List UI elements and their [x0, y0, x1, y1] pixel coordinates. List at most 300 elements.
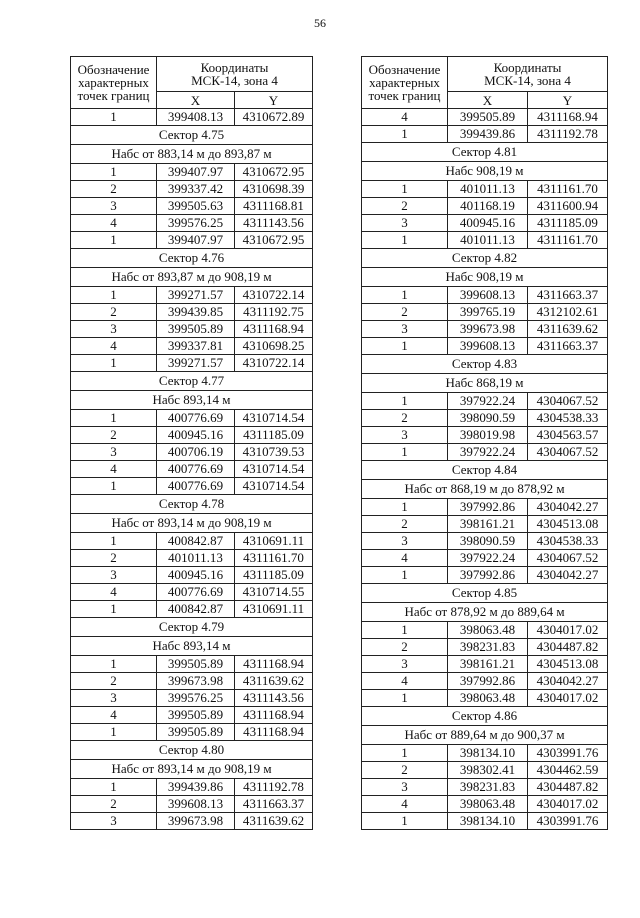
y-coordinate-cell: 4311639.62 [235, 813, 313, 830]
y-coordinate-cell: 4304538.33 [528, 533, 608, 550]
coordinates-table-left [70, 56, 313, 830]
x-coordinate-cell: 400776.69 [157, 584, 235, 601]
x-coordinate-cell: 399576.25 [157, 690, 235, 707]
y-coordinate-cell: 4310722.14 [235, 355, 313, 372]
table-row [71, 656, 313, 673]
y-coordinate-cell: 4304017.02 [528, 622, 608, 639]
table-row [71, 410, 313, 427]
y-coordinate-cell: 4311161.70 [528, 232, 608, 249]
coordinates-table-right [361, 56, 608, 830]
table-row [71, 215, 313, 232]
y-coordinate-cell: 4310714.54 [235, 410, 313, 427]
x-coordinate-cell: 399271.57 [157, 355, 235, 372]
table-row [362, 516, 608, 533]
x-coordinate-cell: 399439.86 [157, 779, 235, 796]
x-coordinate-cell: 399439.85 [157, 304, 235, 321]
point-number-cell: 1 [71, 724, 157, 741]
table-row [71, 427, 313, 444]
point-number-cell: 1 [362, 813, 448, 830]
table-row [362, 215, 608, 232]
table-row [71, 355, 313, 372]
y-coordinate-cell: 4311168.94 [235, 321, 313, 338]
y-coordinate-cell: 4311192.78 [528, 126, 608, 143]
y-coordinate-cell: 4304042.27 [528, 673, 608, 690]
x-coordinate-cell: 399271.57 [157, 287, 235, 304]
point-number-cell: 3 [71, 444, 157, 461]
table-row [362, 639, 608, 656]
point-number-cell: 4 [362, 109, 448, 126]
y-coordinate-cell: 4310714.55 [235, 584, 313, 601]
table-row [71, 724, 313, 741]
point-number-cell: 4 [71, 584, 157, 601]
y-coordinate-cell: 4311168.81 [235, 198, 313, 215]
table-row [71, 601, 313, 618]
point-number-cell: 1 [362, 690, 448, 707]
x-coordinate-cell: 399407.97 [157, 232, 235, 249]
x-coordinate-cell: 399408.13 [157, 109, 235, 126]
section-heading: Сектор 4.85 [362, 584, 608, 603]
section-heading: Сектор 4.79 [71, 618, 313, 637]
table-row [71, 478, 313, 495]
section-heading: Набс 893,14 м [71, 637, 313, 656]
y-coordinate-cell: 4304513.08 [528, 656, 608, 673]
section-heading: Набс от 883,14 м до 893,87 м [71, 145, 313, 164]
x-coordinate-cell: 399505.89 [157, 724, 235, 741]
section-heading-row [362, 374, 608, 393]
point-number-cell: 1 [71, 164, 157, 181]
point-number-cell: 2 [362, 516, 448, 533]
section-heading-row [71, 618, 313, 637]
y-coordinate-cell: 4304538.33 [528, 410, 608, 427]
x-coordinate-cell: 398063.48 [448, 622, 528, 639]
x-coordinate-cell: 398161.21 [448, 516, 528, 533]
section-heading: Набс 868,19 м [362, 374, 608, 393]
x-coordinate-cell: 399337.81 [157, 338, 235, 355]
x-coordinate-cell: 400776.69 [157, 478, 235, 495]
y-coordinate-cell: 4304042.27 [528, 499, 608, 516]
y-coordinate-cell: 4310672.95 [235, 164, 313, 181]
point-number-cell: 1 [71, 601, 157, 618]
x-coordinate-cell: 398019.98 [448, 427, 528, 444]
section-heading-row [362, 480, 608, 499]
table-row [362, 533, 608, 550]
table-row [71, 164, 313, 181]
point-number-cell: 3 [362, 656, 448, 673]
header-line: Координаты [200, 60, 269, 75]
x-column-header: X [448, 92, 528, 109]
point-designation-header [362, 57, 448, 109]
section-heading-row [71, 268, 313, 287]
point-number-cell: 2 [71, 427, 157, 444]
table-row [362, 232, 608, 249]
point-number-cell: 1 [71, 232, 157, 249]
table-row [71, 444, 313, 461]
y-coordinate-cell: 4310739.53 [235, 444, 313, 461]
table-row [71, 198, 313, 215]
table-row [71, 321, 313, 338]
point-number-cell: 1 [362, 567, 448, 584]
x-coordinate-cell: 400842.87 [157, 601, 235, 618]
point-number-cell: 3 [71, 813, 157, 830]
point-number-cell: 1 [71, 287, 157, 304]
x-coordinate-cell: 399439.86 [448, 126, 528, 143]
y-coordinate-cell: 4310672.95 [235, 232, 313, 249]
point-number-cell: 2 [362, 639, 448, 656]
table-row [362, 779, 608, 796]
y-coordinate-cell: 4304513.08 [528, 516, 608, 533]
header-line: Обозначение [77, 62, 150, 77]
y-coordinate-cell: 4310691.11 [235, 601, 313, 618]
y-coordinate-cell: 4310714.54 [235, 461, 313, 478]
table-row [362, 321, 608, 338]
section-heading: Сектор 4.82 [362, 249, 608, 268]
x-coordinate-cell: 399337.42 [157, 181, 235, 198]
x-coordinate-cell: 398161.21 [448, 656, 528, 673]
section-heading-row [362, 603, 608, 622]
x-coordinate-cell: 397992.86 [448, 499, 528, 516]
y-coordinate-cell: 4311168.94 [235, 724, 313, 741]
point-number-cell: 1 [71, 656, 157, 673]
table-row [362, 287, 608, 304]
table-row [362, 550, 608, 567]
x-coordinate-cell: 397922.24 [448, 444, 528, 461]
point-number-cell: 2 [362, 410, 448, 427]
x-coordinate-cell: 398090.59 [448, 410, 528, 427]
y-coordinate-cell: 4304067.52 [528, 444, 608, 461]
section-heading: Набс от 868,19 м до 878,92 м [362, 480, 608, 499]
table-row [362, 181, 608, 198]
point-number-cell: 1 [362, 745, 448, 762]
y-coordinate-cell: 4303991.76 [528, 745, 608, 762]
section-heading: Сектор 4.83 [362, 355, 608, 374]
x-coordinate-cell: 400776.69 [157, 410, 235, 427]
x-coordinate-cell: 397992.86 [448, 567, 528, 584]
point-number-cell: 1 [71, 410, 157, 427]
y-coordinate-cell: 4304017.02 [528, 690, 608, 707]
section-heading: Сектор 4.77 [71, 372, 313, 391]
x-coordinate-cell: 400776.69 [157, 461, 235, 478]
point-number-cell: 1 [71, 478, 157, 495]
point-number-cell: 2 [71, 550, 157, 567]
y-coordinate-cell: 4312102.61 [528, 304, 608, 321]
table-row [71, 181, 313, 198]
header-line: Обозначение [368, 62, 441, 77]
point-number-cell: 4 [362, 550, 448, 567]
section-heading-row [362, 461, 608, 480]
y-coordinate-cell: 4304067.52 [528, 393, 608, 410]
x-coordinate-cell: 397992.86 [448, 673, 528, 690]
x-coordinate-cell: 399673.98 [448, 321, 528, 338]
section-heading-row [362, 249, 608, 268]
x-coordinate-cell: 399505.89 [448, 109, 528, 126]
y-coordinate-cell: 4311192.75 [235, 304, 313, 321]
section-heading-row [362, 707, 608, 726]
table-row [71, 779, 313, 796]
point-number-cell: 1 [71, 533, 157, 550]
y-coordinate-cell: 4311168.94 [528, 109, 608, 126]
x-coordinate-cell: 399407.97 [157, 164, 235, 181]
table-row [362, 622, 608, 639]
point-number-cell: 1 [362, 126, 448, 143]
header-line: точек границ [368, 88, 441, 103]
y-coordinate-cell: 4311185.09 [235, 567, 313, 584]
table-row [71, 550, 313, 567]
x-coordinate-cell: 400706.19 [157, 444, 235, 461]
table-row [362, 690, 608, 707]
section-heading-row [362, 162, 608, 181]
table-row [362, 567, 608, 584]
point-number-cell: 2 [71, 796, 157, 813]
point-number-cell: 1 [362, 338, 448, 355]
point-number-cell: 2 [71, 304, 157, 321]
section-heading-row [71, 145, 313, 164]
y-coordinate-cell: 4311143.56 [235, 690, 313, 707]
header-line: МСК-14, зона 4 [484, 73, 571, 88]
section-heading-row [71, 637, 313, 656]
point-number-cell: 4 [362, 796, 448, 813]
table-row [362, 444, 608, 461]
x-coordinate-cell: 398231.83 [448, 779, 528, 796]
y-coordinate-cell: 4311639.62 [528, 321, 608, 338]
point-number-cell: 1 [362, 393, 448, 410]
point-number-cell: 2 [362, 762, 448, 779]
section-heading: Сектор 4.76 [71, 249, 313, 268]
y-coordinate-cell: 4304017.02 [528, 796, 608, 813]
x-coordinate-cell: 400945.16 [157, 427, 235, 444]
y-coordinate-cell: 4304067.52 [528, 550, 608, 567]
x-coordinate-cell: 399505.89 [157, 707, 235, 724]
x-coordinate-cell: 399608.13 [157, 796, 235, 813]
section-heading: Сектор 4.80 [71, 741, 313, 760]
x-coordinate-cell: 398231.83 [448, 639, 528, 656]
y-coordinate-cell: 4310722.14 [235, 287, 313, 304]
table-row [362, 813, 608, 830]
y-coordinate-cell: 4311663.37 [528, 338, 608, 355]
x-coordinate-cell: 401011.13 [448, 232, 528, 249]
point-number-cell: 1 [362, 287, 448, 304]
section-heading-row [71, 372, 313, 391]
y-coordinate-cell: 4304563.57 [528, 427, 608, 444]
table-row [362, 745, 608, 762]
point-number-cell: 1 [362, 444, 448, 461]
section-heading: Набс от 889,64 м до 900,37 м [362, 726, 608, 745]
x-coordinate-cell: 398134.10 [448, 745, 528, 762]
section-heading-row [71, 760, 313, 779]
point-number-cell: 3 [71, 321, 157, 338]
x-coordinate-cell: 401011.13 [448, 181, 528, 198]
section-heading: Сектор 4.84 [362, 461, 608, 480]
header-line: Координаты [493, 60, 562, 75]
point-number-cell: 3 [71, 198, 157, 215]
x-coordinate-cell: 397922.24 [448, 550, 528, 567]
section-heading: Набс от 878,92 м до 889,64 м [362, 603, 608, 622]
header-line: точек границ [77, 88, 150, 103]
header-line: МСК-14, зона 4 [191, 73, 278, 88]
table-header-row [71, 57, 313, 92]
y-coordinate-cell: 4304487.82 [528, 779, 608, 796]
point-number-cell: 1 [71, 779, 157, 796]
point-number-cell: 3 [362, 215, 448, 232]
x-coordinate-cell: 401011.13 [157, 550, 235, 567]
x-coordinate-cell: 399608.13 [448, 287, 528, 304]
table-row [362, 393, 608, 410]
table-row [362, 673, 608, 690]
section-heading-row [71, 741, 313, 760]
point-number-cell: 1 [362, 181, 448, 198]
x-coordinate-cell: 399505.89 [157, 321, 235, 338]
section-heading: Набс 908,19 м [362, 268, 608, 287]
x-coordinate-cell: 400945.16 [448, 215, 528, 232]
table-row [71, 584, 313, 601]
x-coordinate-cell: 401168.19 [448, 198, 528, 215]
header-line: характерных [369, 75, 440, 90]
y-coordinate-cell: 4310698.25 [235, 338, 313, 355]
table-row [362, 796, 608, 813]
y-coordinate-cell: 4311639.62 [235, 673, 313, 690]
table-row [362, 109, 608, 126]
section-heading-row [362, 726, 608, 745]
x-coordinate-cell: 399765.19 [448, 304, 528, 321]
point-number-cell: 3 [71, 690, 157, 707]
y-coordinate-cell: 4311161.70 [235, 550, 313, 567]
table-row [71, 304, 313, 321]
section-heading-row [362, 268, 608, 287]
table-row [71, 690, 313, 707]
x-coordinate-cell: 399608.13 [448, 338, 528, 355]
point-number-cell: 4 [71, 215, 157, 232]
x-coordinate-cell: 399576.25 [157, 215, 235, 232]
point-number-cell: 2 [71, 181, 157, 198]
table-row [71, 673, 313, 690]
section-heading: Сектор 4.78 [71, 495, 313, 514]
section-heading-row [71, 249, 313, 268]
table-row [71, 567, 313, 584]
table-row [71, 707, 313, 724]
table-row [71, 796, 313, 813]
coordinates-header [157, 57, 313, 92]
point-number-cell: 1 [362, 499, 448, 516]
point-number-cell: 2 [362, 198, 448, 215]
y-coordinate-cell: 4311168.94 [235, 656, 313, 673]
point-number-cell: 2 [362, 304, 448, 321]
x-coordinate-cell: 399505.89 [157, 656, 235, 673]
table-row [71, 232, 313, 249]
y-coordinate-cell: 4310691.11 [235, 533, 313, 550]
section-heading: Сектор 4.75 [71, 126, 313, 145]
x-coordinate-cell: 398090.59 [448, 533, 528, 550]
table-row [362, 410, 608, 427]
table-row [71, 813, 313, 830]
x-coordinate-cell: 397922.24 [448, 393, 528, 410]
x-coordinate-cell: 399673.98 [157, 813, 235, 830]
point-number-cell: 3 [362, 533, 448, 550]
section-heading: Набс 908,19 м [362, 162, 608, 181]
x-column-header: X [157, 92, 235, 109]
table-row [362, 304, 608, 321]
point-number-cell: 1 [71, 355, 157, 372]
table-row [71, 533, 313, 550]
y-coordinate-cell: 4311143.56 [235, 215, 313, 232]
y-coordinate-cell: 4311185.09 [235, 427, 313, 444]
y-coordinate-cell: 4304487.82 [528, 639, 608, 656]
x-coordinate-cell: 399505.63 [157, 198, 235, 215]
table-row [362, 198, 608, 215]
table-row [362, 427, 608, 444]
table-row [71, 461, 313, 478]
y-coordinate-cell: 4304462.59 [528, 762, 608, 779]
section-heading: Сектор 4.86 [362, 707, 608, 726]
section-heading-row [362, 143, 608, 162]
y-coordinate-cell: 4303991.76 [528, 813, 608, 830]
point-number-cell: 3 [362, 427, 448, 444]
section-heading-row [362, 355, 608, 374]
x-coordinate-cell: 398302.41 [448, 762, 528, 779]
section-heading: Набс от 893,14 м до 908,19 м [71, 760, 313, 779]
section-heading: Набс от 893,14 м до 908,19 м [71, 514, 313, 533]
section-heading-row [71, 495, 313, 514]
coordinates-header [448, 57, 608, 92]
y-coordinate-cell: 4311161.70 [528, 181, 608, 198]
section-heading: Набс от 893,87 м до 908,19 м [71, 268, 313, 287]
point-number-cell: 3 [362, 779, 448, 796]
point-number-cell: 4 [71, 707, 157, 724]
section-heading-row [71, 391, 313, 410]
point-number-cell: 1 [362, 232, 448, 249]
y-coordinate-cell: 4304042.27 [528, 567, 608, 584]
x-coordinate-cell: 400842.87 [157, 533, 235, 550]
x-coordinate-cell: 400945.16 [157, 567, 235, 584]
point-designation-header [71, 57, 157, 109]
page-number: 56 [314, 16, 326, 30]
section-heading: Набс 893,14 м [71, 391, 313, 410]
table-row [71, 287, 313, 304]
section-heading-row [362, 584, 608, 603]
point-number-cell: 4 [362, 673, 448, 690]
table-row [362, 656, 608, 673]
point-number-cell: 3 [362, 321, 448, 338]
y-coordinate-cell: 4311663.37 [528, 287, 608, 304]
table-row [362, 499, 608, 516]
y-coordinate-cell: 4311185.09 [528, 215, 608, 232]
y-coordinate-cell: 4310714.54 [235, 478, 313, 495]
point-number-cell: 4 [71, 338, 157, 355]
x-coordinate-cell: 399673.98 [157, 673, 235, 690]
point-number-cell: 1 [71, 109, 157, 126]
y-column-header: Y [235, 92, 313, 109]
y-column-header: Y [528, 92, 608, 109]
point-number-cell: 3 [71, 567, 157, 584]
section-heading: Сектор 4.81 [362, 143, 608, 162]
y-coordinate-cell: 4310698.39 [235, 181, 313, 198]
table-row [71, 109, 313, 126]
point-number-cell: 2 [71, 673, 157, 690]
table-row [362, 338, 608, 355]
y-coordinate-cell: 4311600.94 [528, 198, 608, 215]
header-line: характерных [78, 75, 149, 90]
x-coordinate-cell: 398063.48 [448, 796, 528, 813]
point-number-cell: 4 [71, 461, 157, 478]
y-coordinate-cell: 4311663.37 [235, 796, 313, 813]
y-coordinate-cell: 4311192.78 [235, 779, 313, 796]
y-coordinate-cell: 4310672.89 [235, 109, 313, 126]
y-coordinate-cell: 4311168.94 [235, 707, 313, 724]
table-row [71, 338, 313, 355]
table-row [362, 126, 608, 143]
section-heading-row [71, 514, 313, 533]
x-coordinate-cell: 398134.10 [448, 813, 528, 830]
table-header-row [362, 57, 608, 92]
x-coordinate-cell: 398063.48 [448, 690, 528, 707]
